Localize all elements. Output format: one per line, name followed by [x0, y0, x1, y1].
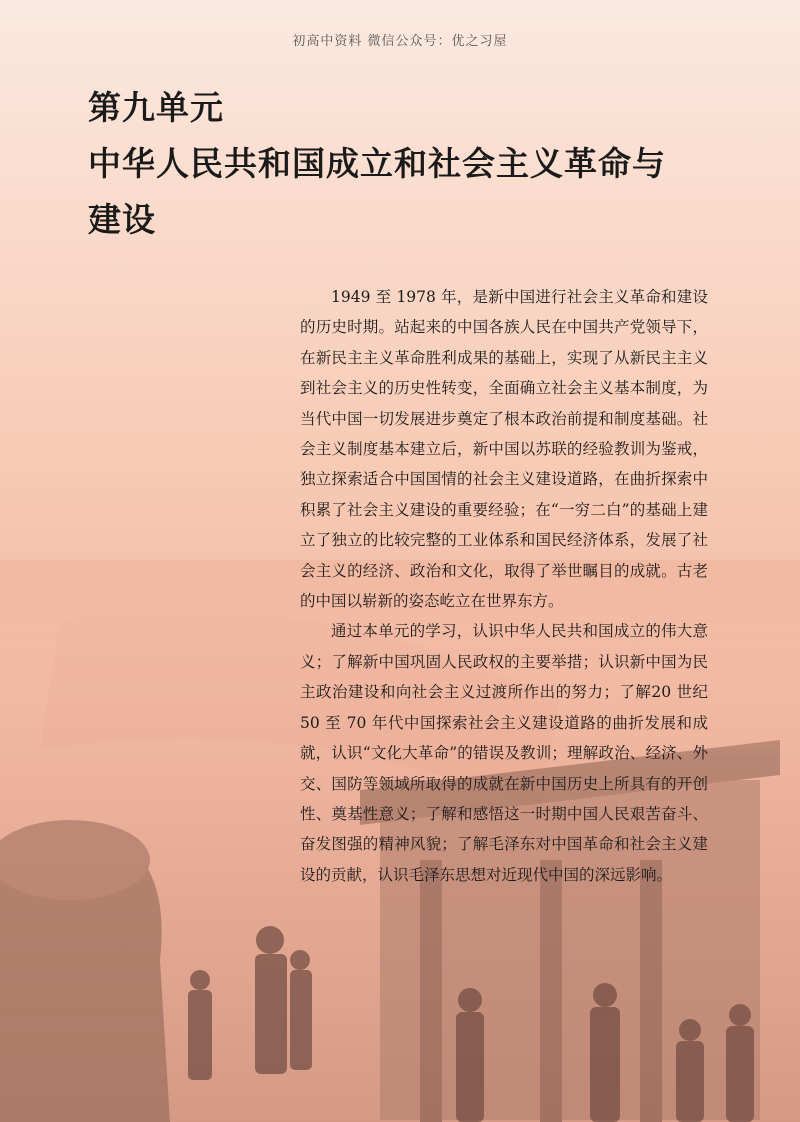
unit-introduction	[300, 282, 708, 890]
intro-paragraph-2: 通过本单元的学习，认识中华人民共和国成立的伟大意义；了解新中国巩固人民政权的主要举措；认识新中国为民主政治建设和向社会主义过渡所作出的努力；了解20 世纪 50 至 70 年代中国探索社会主义建设道路的曲折发展和成就，认识“文化大革命”的错误及教训；理解政治、经济、外交、国防等领域所取得的成就在新中国历史上所具有的开创性、奠基性意义；了解和感悟这一时期中国人民艰苦奋斗、奋发图强的精神风貌；了解毛泽东对中国革命和社会主义建设的贡献，认识毛泽东思想对近现代中国的深远影响。	[300, 622, 708, 884]
unit-number-heading: 第九单元	[88, 88, 224, 127]
unit-title	[88, 80, 728, 248]
unit-title-line-2: 建设	[88, 200, 156, 239]
unit-title-line-1: 中华人民共和国成立和社会主义革命与	[88, 144, 666, 183]
intro-paragraph-1: 1949 至 1978 年，是新中国进行社会主义革命和建设的历史时期。站起来的中国各族人民在中国共产党领导下，在新民主主义革命胜利成果的基础上，实现了从新民主主义到社会主义的历史性转变，全面确立社会主义基本制度，为当代中国一切发展进步奠定了根本政治前提和制度基础。社会主义制度基本建立后，新中国以苏联的经验教训为鉴戒，独立探索适合中国国情的社会主义建设道路，在曲折探索中积累了社会主义建设的重要经验；在“一穷二白”的基础上建立了独立的比较完整的工业体系和国民经济体系，发展了社会主义的经济、政治和文化，取得了举世瞩目的成就。古老的中国以崭新的姿态屹立在世界东方。	[300, 288, 708, 611]
page-header: 初高中资料 微信公众号：优之习屋	[292, 34, 508, 49]
